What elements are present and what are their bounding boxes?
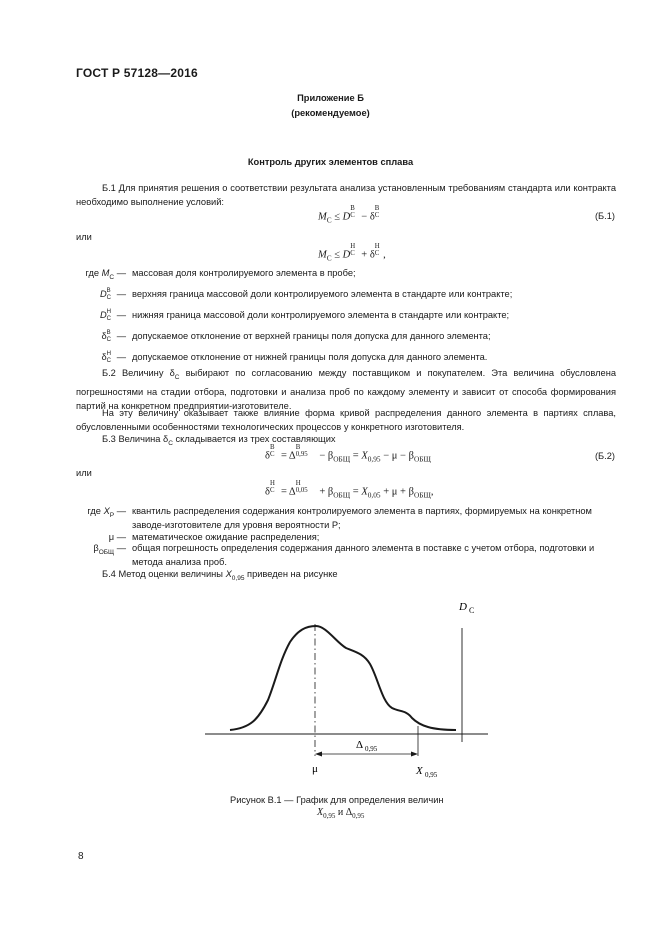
equation-b2: δ В C = Δ В 0,95 − $\beta_{ОБЩ} = X_{0,95} - \mu - \beta_{ОБЩ}$ [265, 444, 431, 464]
equation-b2-number: (Б.2) [594, 451, 615, 461]
paragraph-b3: Б.3 Величина $\delta_C$ складывается из трех составляющих [102, 434, 336, 447]
section-title: Контроль других элементов сплава [247, 157, 414, 167]
distribution-curve [230, 626, 456, 730]
figure-caption-line1: Рисунок В.1 — График для определения величин [230, 795, 444, 805]
or-text-1: или [76, 232, 92, 242]
paragraph-b1: Б.1 Для принятия решения о соответствии результата анализа установленным требованиям стандарта или контракта необходимо выполнение условий: [76, 183, 616, 207]
delta-sub: 0,95 [365, 745, 378, 753]
document-header: ГОСТ Р 57128—2016 [76, 66, 198, 80]
paragraph-b4: Б.4 Метод оценки величины $X_{0,95}$ приведен на рисунке [102, 569, 338, 582]
where-lead-2: где [87, 506, 101, 516]
figure-caption-line2: $X_{0,95}$ и $\Delta_{0,95}$ [317, 807, 365, 820]
equation-b1-number: (Б.1) [594, 211, 615, 221]
appendix-subtitle: (рекомендуемое) [291, 108, 370, 118]
appendix-title: Приложение Б [297, 93, 364, 103]
paragraph-b2-continued: На эту величину оказывает также влияние форма кривой распределения данного элемента в партиях сплава, обусловленными особенностями технологических процессов у конкретного изготовителя. [76, 408, 616, 432]
equation-b2-alt: δ Н C = Δ Н 0,05 + $\beta_{ОБЩ} = X_{0,05} + \mu + \beta_{ОБЩ}$, [265, 480, 434, 500]
delta-arrow-right [411, 752, 418, 757]
mu-label: μ [312, 763, 318, 775]
x95-sub: 0,95 [425, 771, 438, 779]
delta-arrow-left [315, 752, 322, 757]
page-number: 8 [78, 851, 84, 862]
dc-axis-label: D [459, 601, 467, 613]
delta-label: Δ [356, 739, 364, 751]
paragraph-b2: Б.2 Величину $\delta_C$ выбирают по согласованию между поставщиком и покупателем. Эта величина обусловлена погрешностями на стадии отбора, подготовки и анализа проб по каждому элементу и зависит от способа формирования партий на конкретном предприятии-изготовителе. [76, 368, 617, 411]
equation-b1-alt: $M_C \le D$ Н C + δ Н C , [318, 243, 386, 263]
where-lead-1: где [85, 268, 100, 278]
or-text-2: или [76, 468, 92, 478]
distribution-figure [0, 590, 661, 790]
x95-label: X [416, 765, 423, 777]
dc-axis-sub: C [469, 606, 475, 615]
equation-b1: $M_C \le D$ В C − δ В C [318, 205, 380, 225]
